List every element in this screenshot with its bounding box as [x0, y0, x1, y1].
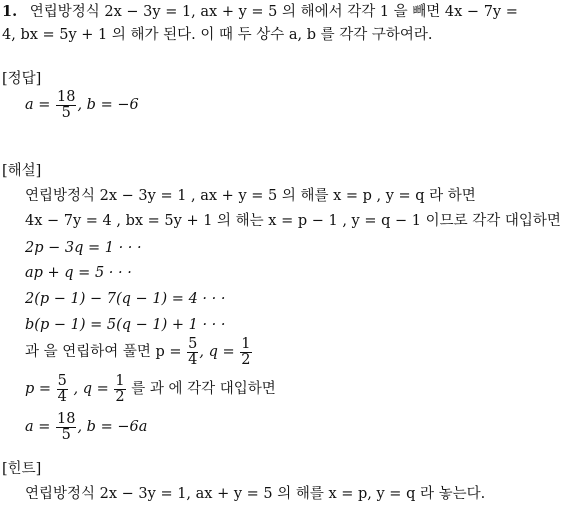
problem-number: 1.	[2, 3, 18, 20]
answer-post: , b = −6	[77, 97, 139, 113]
solution-line-2: 4x − 7y = 4 , bx = 5y + 1 의 해는 x = p − 1 , y = q − 1 이므로 각각 대입하면	[25, 213, 561, 229]
solution-line-9	[25, 411, 147, 443]
l7-frac1-num: 5	[188, 335, 198, 352]
solution-line-6: b(p − 1) = 5(q − 1) + 1 · · ·	[25, 317, 226, 333]
solution-line-3: 2p − 3q = 1 · · ·	[25, 240, 142, 256]
solution-l8-frac2	[114, 374, 125, 405]
answer-frac-den: 5	[61, 104, 71, 121]
answer-pre: a =	[25, 97, 56, 113]
solution-l9-pre: a =	[25, 419, 56, 435]
answer-line	[25, 89, 139, 121]
problem-line-1	[2, 2, 518, 22]
solution-line-8	[25, 373, 276, 405]
solution-l8-post: 를 과 에 각각 대입하면	[126, 381, 276, 397]
solution-l7-frac2	[240, 337, 251, 368]
solution-line-7	[25, 336, 253, 368]
solution-l7-pre: 과 을 연립하여 풀면 p =	[25, 344, 187, 360]
l9-frac-num: 18	[57, 410, 76, 427]
l7-frac1-den: 4	[188, 351, 198, 368]
problem-text-2: 4, bx = 5y + 1 의 해가 된다. 이 때 두 상수 a, b 를 각각 구하여라.	[2, 27, 433, 43]
l8-frac2-num: 1	[115, 372, 125, 389]
solution-l7-mid: , q =	[199, 344, 240, 360]
solution-l8-frac1	[57, 374, 68, 405]
problem-line-2	[2, 25, 432, 45]
problem-text-1: 연립방정식 2x − 3y = 1, ax + y = 5 의 해에서 각각 1 을 빼면 4x − 7y =	[29, 4, 518, 20]
l8-frac1-den: 4	[57, 388, 67, 405]
answer-frac-num: 18	[57, 88, 76, 105]
hint-header: [힌트]	[2, 461, 42, 477]
l9-frac-den: 5	[61, 426, 71, 443]
solution-l9-post: , b = −6a	[77, 419, 148, 435]
solution-l9-frac	[56, 412, 76, 443]
answer-fraction	[56, 90, 76, 121]
solution-l8-pre: p =	[25, 381, 56, 397]
l8-frac1-num: 5	[57, 372, 67, 389]
solution-line-4: ap + q = 5 · · ·	[25, 265, 132, 281]
hint-text: 연립방정식 2x − 3y = 1, ax + y = 5 의 해를 x = p, y = q 라 놓는다.	[25, 486, 486, 502]
l7-frac2-den: 2	[241, 351, 251, 368]
solution-line-5: 2(p − 1) − 7(q − 1) = 4 · · ·	[25, 291, 226, 307]
solution-line-1: 연립방정식 2x − 3y = 1 , ax + y = 5 의 해를 x = p , y = q 라 하면	[25, 188, 476, 204]
l8-frac2-den: 2	[115, 388, 125, 405]
answer-header: [정답]	[2, 71, 42, 87]
solution-header: [해설]	[2, 163, 42, 179]
l7-frac2-num: 1	[241, 335, 251, 352]
solution-l8-mid: , q =	[68, 381, 114, 397]
solution-l7-frac1	[187, 337, 198, 368]
